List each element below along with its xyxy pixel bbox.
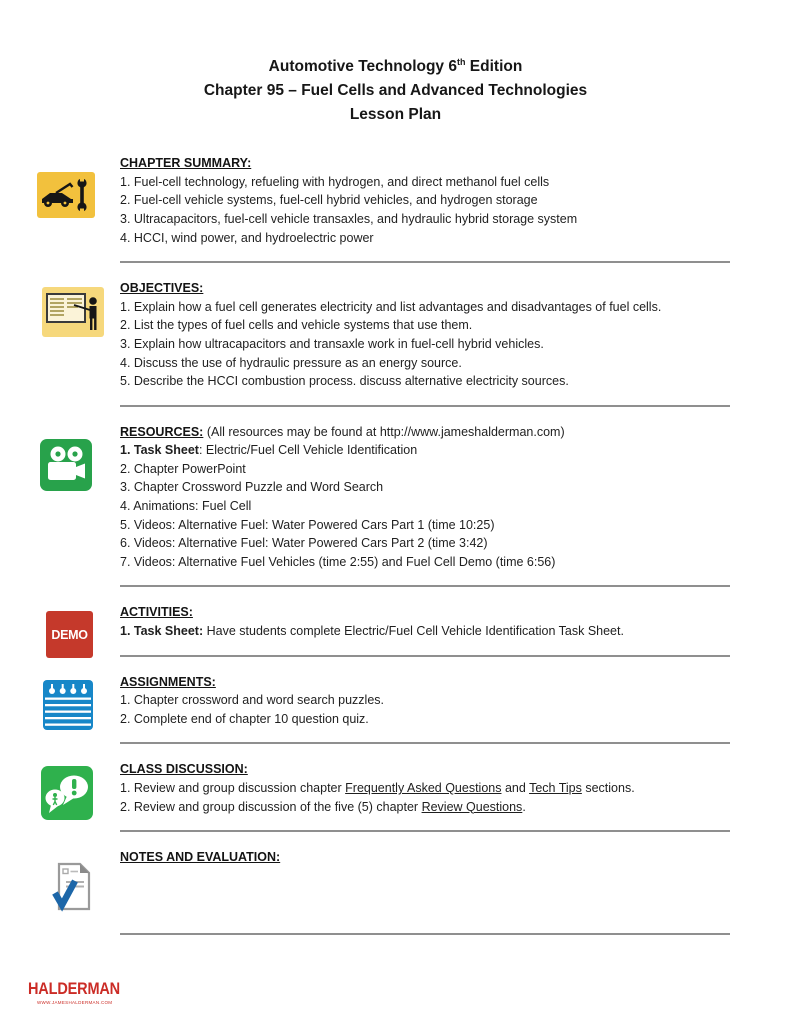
halderman-logo-text: HALDERMAN (28, 980, 120, 998)
objectives-item: 4. Discuss the use of hydraulic pressure as an energy source. (120, 355, 462, 370)
car-repair-icon (37, 172, 95, 223)
chapter-summary-item: 4. HCCI, wind power, and hydroelectric power (120, 230, 374, 245)
assignments-item: 2. Complete end of chapter 10 question quiz. (120, 711, 369, 726)
instructor-board-icon (42, 287, 104, 342)
assignments-item: 1. Chapter crossword and word search puzzles. (120, 693, 385, 708)
chapter-summary-heading: CHAPTER SUMMARY: (120, 156, 252, 171)
title-line-edition: Automotive Technology 6th Edition (268, 57, 523, 76)
chapter-summary-item: 2. Fuel-cell vehicle systems, fuel-cell hybrid vehicles, and hydrogen storage (120, 193, 538, 208)
assignments-heading: ASSIGNMENTS: (120, 674, 216, 689)
resources-item: 3. Chapter Crossword Puzzle and Word Search (120, 480, 384, 495)
section-divider (120, 585, 730, 587)
document-check-icon (50, 859, 97, 922)
notepad-icon (43, 680, 93, 735)
movie-camera-icon (40, 439, 92, 496)
resources-note: (All resources may be found at http://www.jameshalderman.com) (203, 424, 565, 439)
section-divider (120, 742, 730, 744)
class-discussion-item: 2. Review and group discussion of the five (5) chapter Review Questions. (120, 799, 526, 814)
section-divider (120, 655, 730, 657)
class-discussion-item: 1. Review and group discussion chapter Frequently Asked Questions and Tech Tips sections. (120, 781, 635, 795)
section-assignments (0, 673, 791, 745)
objectives-heading: OBJECTIVES: (120, 281, 204, 296)
class-discussion-heading: CLASS DISCUSSION: (120, 762, 248, 777)
activities-item: 1. Task Sheet: Have students complete Electric/Fuel Cell Vehicle Identification Task Sheet. (120, 624, 624, 639)
objectives-item: 2. List the types of fuel cells and vehicle systems that use them. (120, 318, 473, 333)
title-line-lessonplan: Lesson Plan (349, 106, 442, 124)
section-activities (0, 603, 791, 656)
section-notes-evaluation (0, 848, 791, 935)
resources-item: 4. Animations: Fuel Cell (120, 499, 252, 514)
demo-badge-icon (46, 611, 93, 658)
demo-badge-label: DEMO (46, 611, 93, 658)
speech-bubbles-icon (41, 766, 93, 825)
chapter-summary-item: 3. Ultracapacitors, fuel-cell vehicle transaxles, and hydraulic hybrid storage system (120, 211, 578, 226)
objectives-item: 1. Explain how a fuel cell generates electricity and list advantages and disadvantages of fuel cells. (120, 299, 662, 314)
section-divider (120, 933, 730, 935)
objectives-item: 5. Describe the HCCI combustion process. discuss alternative electricity sources. (120, 374, 569, 389)
resources-item: 7. Videos: Alternative Fuel Vehicles (time 2:55) and Fuel Cell Demo (time 6:56) (120, 554, 556, 569)
section-divider (120, 830, 730, 832)
notes-evaluation-heading: NOTES AND EVALUATION: (120, 850, 281, 865)
resources-heading: RESOURCES: (120, 424, 204, 439)
page-title (0, 0, 791, 127)
section-objectives (0, 279, 791, 407)
title-superscript: th (456, 57, 466, 67)
resources-item: 5. Videos: Alternative Fuel: Water Powered Cars Part 1 (time 10:25) (120, 517, 495, 532)
objectives-item: 3. Explain how ultracapacitors and transaxle work in fuel-cell hybrid vehicles. (120, 336, 544, 351)
faq-reference: Frequently Asked Questions (345, 781, 502, 795)
resources-item: 6. Videos: Alternative Fuel: Water Powered Cars Part 2 (time 3:42) (120, 536, 488, 551)
activities-heading: ACTIVITIES: (120, 605, 193, 620)
section-resources (0, 423, 791, 588)
review-questions-reference: Review Questions (421, 799, 523, 814)
halderman-logo (28, 980, 133, 1005)
resources-item: 2. Chapter PowerPoint (120, 461, 246, 476)
tech-tips-reference: Tech Tips (529, 781, 582, 795)
section-divider (120, 405, 730, 407)
chapter-summary-item: 1. Fuel-cell technology, refueling with hydrogen, and direct methanol fuel cells (120, 174, 550, 189)
section-class-discussion (0, 760, 791, 832)
resources-item: 1. Task Sheet: Electric/Fuel Cell Vehicle Identification (120, 443, 418, 458)
title-line-chapter: Chapter 95 – Fuel Cells and Advanced Technologies (203, 82, 588, 100)
section-divider (120, 261, 730, 263)
section-chapter-summary (0, 154, 791, 263)
halderman-logo-tagline: WWW.JAMESHALDERMAN.COM (37, 1000, 113, 1005)
